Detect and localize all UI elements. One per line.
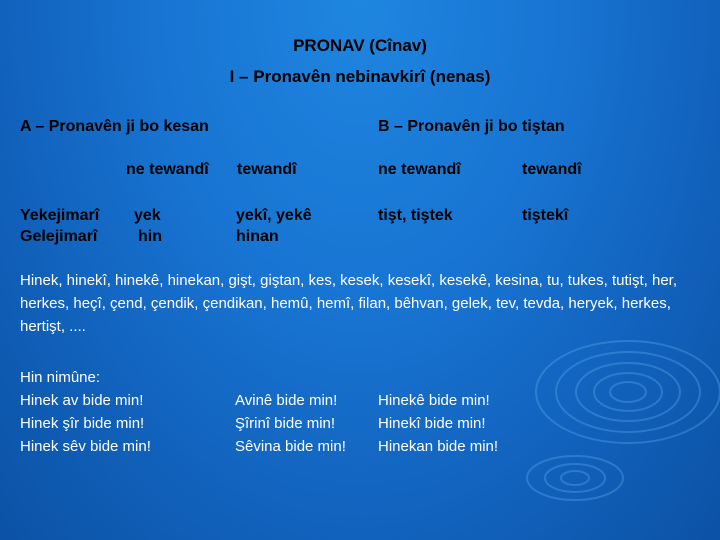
pronoun-word-list: Hinek, hinekî, hinekê, hinekan, gişt, giştan, kes, kesek, kesekî, kesekê, kesina, tu, tukes, tutişt, her, herkes, heçî, çend, çendik, çendikan, hemû, hemî, filan, bêhvan, gelek, tev, tevda, heryek, herkes, hertişt, ....	[20, 272, 678, 335]
example-line: Sêvina bide min!	[235, 438, 346, 455]
example-line: Hinekê bide min!	[378, 392, 490, 409]
section-a-header: A – Pronavên ji bo kesan	[20, 118, 209, 135]
example-line: Hinek av bide min!	[20, 392, 144, 409]
column-header-b-untransformed: ne tewandî	[378, 161, 461, 178]
cell-b-untransformed: tişt, tiştek	[378, 207, 453, 224]
example-line: Hinekan bide min!	[378, 438, 499, 455]
column-header-a-transformed: tewandî	[237, 161, 297, 178]
example-line: Hinekî bide min!	[378, 415, 486, 432]
examples-column-1	[20, 389, 151, 458]
example-line: Hinek şîr bide min!	[20, 415, 145, 432]
slide-subtitle: I – Pronavên nebinavkirî (nenas)	[229, 67, 491, 86]
cell-b-transformed: tiştekî	[522, 207, 569, 224]
column-header-a-untransformed: ne tewandî	[126, 161, 209, 178]
column-header-b-transformed: tewandî	[522, 161, 582, 178]
slide-title: PRONAV (Cînav)	[293, 36, 427, 55]
example-line: Avinê bide min!	[235, 392, 338, 409]
cell-a-untransformed-singular: yek	[134, 207, 161, 224]
example-line: Hinek sêv bide min!	[20, 438, 151, 455]
examples-heading: Hin nimûne:	[20, 369, 101, 386]
cell-a-transformed-singular: yekî, yekê	[236, 207, 312, 224]
row-label-plural: Gelejimarî	[20, 228, 98, 245]
examples-column-3	[378, 389, 498, 458]
cell-a-transformed-plural: hinan	[236, 228, 279, 245]
examples-column-2	[235, 389, 346, 458]
cell-a-untransformed-plural: hin	[138, 228, 162, 245]
section-b-header: B – Pronavên ji bo tiştan	[378, 118, 565, 135]
row-label-singular: Yekejimarî	[20, 207, 100, 224]
example-line: Şîrinî bide min!	[235, 415, 336, 432]
